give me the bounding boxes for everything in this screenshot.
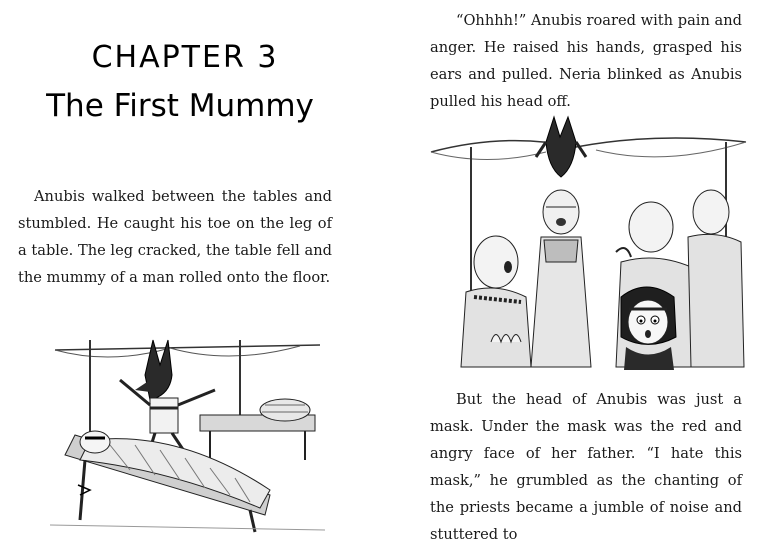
anubis-removing-mask-illustration <box>426 112 751 374</box>
anubis-tipping-table-illustration <box>50 320 325 535</box>
chapter-number: CHAPTER 3 <box>91 40 279 75</box>
right-page <box>378 0 757 543</box>
chapter-title: The First Mummy <box>46 88 314 124</box>
body-paragraph: Anubis walked between the tables and stumbled. He caught his toe on the leg of a table. The leg cracked, the table fell and the mummy of a man rolled onto the floor. <box>18 188 332 286</box>
body-paragraph-top: “Ohhhh!” Anubis roared with pain and anger. He raised his hands, grasped his ears and pulled. Neria blinked as Anubis pulled his head off. <box>430 12 742 110</box>
illustration-drawing <box>50 320 325 535</box>
left-page <box>0 0 378 535</box>
illustration-drawing <box>426 112 751 374</box>
body-paragraph-bottom: But the head of Anubis was just a mask. Under the mask was the red and angry face of her father. “I hate this mask,” he grumbled as the chanting of the priests became a jumble of noise and stuttered to <box>430 391 742 543</box>
